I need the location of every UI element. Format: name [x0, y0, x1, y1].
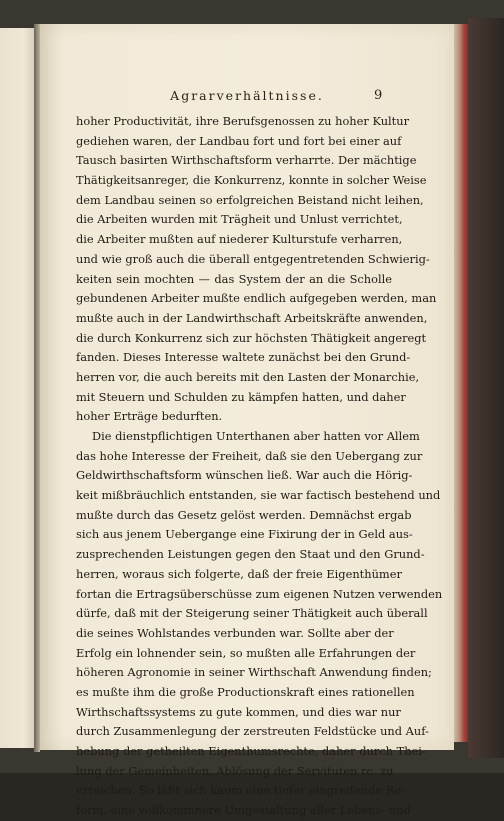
text-line: Geldwirthschaftsform wünschen ließ. War auch die Hörig-: [76, 468, 413, 483]
text-line: Die dienstpflichtigen Unterthanen aber hatten vor Allem: [92, 429, 420, 443]
text-line: es mußte ihm die große Productionskraft eines rationellen: [76, 684, 415, 699]
text-line: Tausch basirten Wirthschaftsform verharrte. Der mächtige: [76, 153, 417, 168]
text-line: die durch Konkurrenz sich zur höchsten Thätigkeit angeregt: [76, 330, 427, 345]
text-line: sich aus jenem Uebergange eine Fixirung der in Geld aus-: [76, 527, 413, 542]
page-number: 9: [374, 88, 383, 103]
page-edge-red: [454, 24, 468, 742]
text-line: und wie groß auch die überall entgegentretenden Schwierig-: [76, 251, 430, 266]
text-line: dürfe, daß mit der Steigerung seiner Thätigkeit auch überall: [76, 606, 428, 621]
text-line: gebundenen Arbeiter mußte endlich aufgegeben werden, man: [76, 291, 437, 306]
text-line: gediehen waren, der Landbau fort und fort bei einer auf: [76, 133, 402, 148]
text-line: erreichen. So läßt sich kaum eine tiefer eingreifende Re-: [76, 783, 405, 798]
text-line: mußte durch das Gesetz gelöst werden. Demnächst ergab: [76, 507, 412, 522]
text-line: Erfolg ein lohnender sein, so mußten alle Erfahrungen der: [76, 645, 416, 660]
text-line: die Arbeiter mußten auf niederer Kulturstufe verharren,: [76, 232, 403, 247]
running-title: Agrarverhältnisse.: [170, 88, 324, 103]
text-line: form, eine vollkommnere Umgestaltung aller Lebens- und: [76, 803, 411, 818]
text-line: keit mißbräuchlich entstanden, sie war factisch bestehend und: [76, 488, 441, 503]
text-line: herren vor, die auch bereits mit den Lasten der Monarchie,: [76, 369, 420, 384]
text-line: Thätigkeitsanreger, die Konkurrenz, konnte in solcher Weise: [76, 173, 427, 188]
text-line: hoher Productivität, ihre Berufsgenossen zu hoher Kultur: [76, 114, 410, 128]
text-line: mit Steuern und Schulden zu kämpfen hatten, und daher: [76, 389, 406, 404]
text-line: durch Zusammenlegung der zerstreuten Feldstücke und Auf-: [76, 724, 429, 739]
text-line: Wirthschaftssystems zu gute kommen, und dies war nur: [76, 704, 401, 719]
text-line: keiten sein mochten — das System der an die Scholle: [76, 271, 392, 286]
running-header: [102, 88, 392, 106]
text-line: die seines Wohlstandes verbunden war. Sollte aber der: [76, 625, 394, 640]
text-line: hoher Erträge bedurften.: [76, 409, 223, 424]
text-line: fanden. Dieses Interesse waltete zunächst bei den Grund-: [76, 350, 411, 365]
text-line: herren, woraus sich folgerte, daß der freie Eigenthümer: [76, 566, 402, 581]
text-line: lung der Gemeinheiten, Ablösung der Servituten rc. zu: [76, 763, 394, 778]
left-page-edge: [0, 28, 34, 748]
text-line: dem Landbau seinen so erfolgreichen Beistand nicht leihen,: [76, 192, 424, 207]
book-cover: [468, 18, 504, 758]
text-line: das hohe Interesse der Freiheit, daß sie den Uebergang zur: [76, 448, 423, 463]
text-line: zusprechenden Leistungen gegen den Staat und den Grund-: [76, 547, 425, 562]
text-line: hebung der getheilten Eigenthumsrechte, daher durch Thei-: [76, 744, 426, 758]
text-line: die Arbeiten wurden mit Trägheit und Unlust verrichtet,: [76, 212, 403, 227]
text-line: fortan die Ertragsüberschüsse zum eigenen Nutzen verwenden: [76, 586, 443, 601]
text-line: mußte auch in der Landwirthschaft Arbeitskräfte anwenden,: [76, 310, 428, 325]
text-line: höheren Agronomie in seiner Wirthschaft Anwendung finden;: [76, 665, 432, 680]
body-text: [76, 112, 443, 821]
